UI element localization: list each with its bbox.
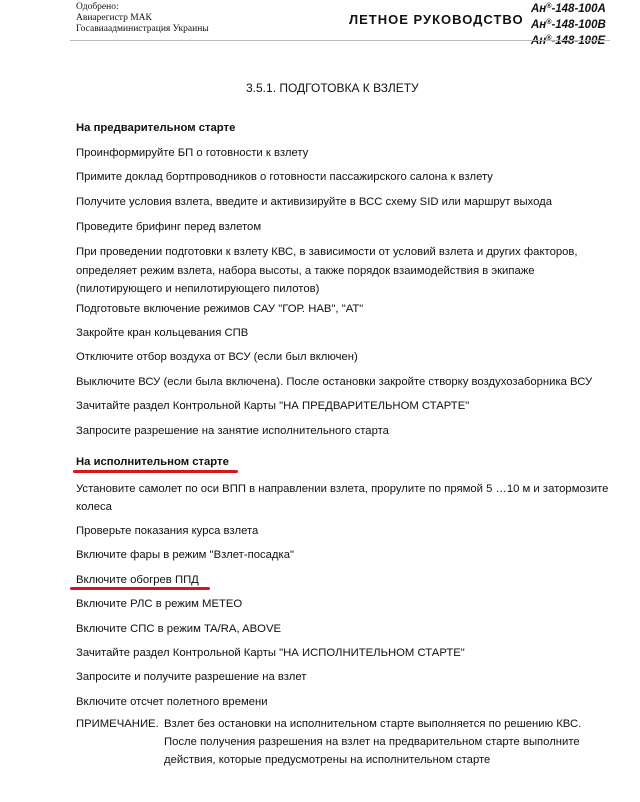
checklist-item: Примите доклад бортпроводников о готовности пассажирского салона к взлету — [76, 171, 493, 183]
checklist-item: (пилотирующего и непилотирующего пилотов) — [76, 283, 320, 295]
note-line: действия, которые предусмотрены на исполнительном старте — [164, 754, 491, 766]
checklist-item: При проведении подготовки к взлету КВС, в зависимости от условий взлета и других факторов, — [76, 246, 578, 258]
checklist-item: Установите самолет по оси ВПП в направлении взлета, прорулите по прямой 5 …10 м и затормозите — [76, 483, 609, 495]
checklist-item: Получите условия взлета, введите и активизируйте в ВСС схему SID или маршрут выхода — [76, 196, 553, 208]
checklist-item: Закройте кран кольцевания СПВ — [76, 327, 249, 339]
checklist-item: Запросите разрешение на занятие исполнительного старта — [76, 425, 389, 437]
checklist-item: Выключите ВСУ (если была включена). После остановки закройте створку воздухозаборника ВСУ — [76, 376, 593, 388]
preliminary-heading: На предварительном старте — [76, 122, 236, 134]
checklist-item: Включите РЛС в режим METEO — [76, 598, 243, 610]
manual-title: ЛЕТНОЕ РУКОВОДСТВО — [349, 12, 524, 27]
note-line: После получения разрешения на взлет на предварительном старте выполните — [164, 736, 580, 748]
executive-heading-underline — [73, 470, 238, 473]
approval-line: Одобрено: — [76, 2, 119, 12]
checklist-item: Проведите брифинг перед взлетом — [76, 221, 262, 233]
checklist-item: Включите отсчет полетного времени — [76, 696, 268, 708]
checklist-item: Зачитайте раздел Контрольной Карты "НА ИСПОЛНИТЕЛЬНОМ СТАРТЕ" — [76, 647, 465, 659]
note-line: Взлет без остановки на исполнительном старте выполняется по решению КВС. — [164, 718, 582, 730]
ppd-heating-underline — [70, 587, 210, 590]
checklist-item: Включите СПС в режим TA/RA, ABOVE — [76, 623, 282, 635]
model-line: Ан®-148-100B — [531, 19, 606, 31]
executive-heading: На исполнительном старте — [76, 456, 229, 468]
checklist-item: Проинформируйте БП о готовности к взлету — [76, 147, 309, 159]
header-divider — [70, 40, 610, 41]
section-title: 3.5.1. ПОДГОТОВКА К ВЗЛЕТУ — [246, 81, 419, 95]
approval-line: Госавиаадминистрация Украины — [76, 24, 209, 34]
checklist-item: определяет режим взлета, набора высоты, а также порядок взаимодействия в экипаже — [76, 265, 535, 277]
model-line: Ан®-148-100E — [531, 35, 606, 47]
checklist-item: Отключите отбор воздуха от ВСУ (если был включен) — [76, 351, 358, 363]
checklist-item: Подготовьте включение режимов САУ "ГОР. НАВ", "АТ" — [76, 303, 364, 315]
checklist-item: Зачитайте раздел Контрольной Карты "НА ПРЕДВАРИТЕЛЬНОМ СТАРТЕ" — [76, 400, 470, 412]
model-line: Ан®-148-100A — [531, 3, 606, 15]
checklist-item: колеса — [76, 501, 112, 513]
approval-block — [76, 2, 209, 35]
checklist-item: Проверьте показания курса взлета — [76, 525, 259, 537]
note-label: ПРИМЕЧАНИЕ. — [76, 718, 159, 730]
checklist-item: Включите обогрев ППД — [76, 574, 199, 586]
approval-line: Авиарегистр МАК — [76, 13, 152, 23]
checklist-item: Запросите и получите разрешение на взлет — [76, 671, 307, 683]
checklist-item: Включите фары в режим "Взлет-посадка" — [76, 549, 294, 561]
